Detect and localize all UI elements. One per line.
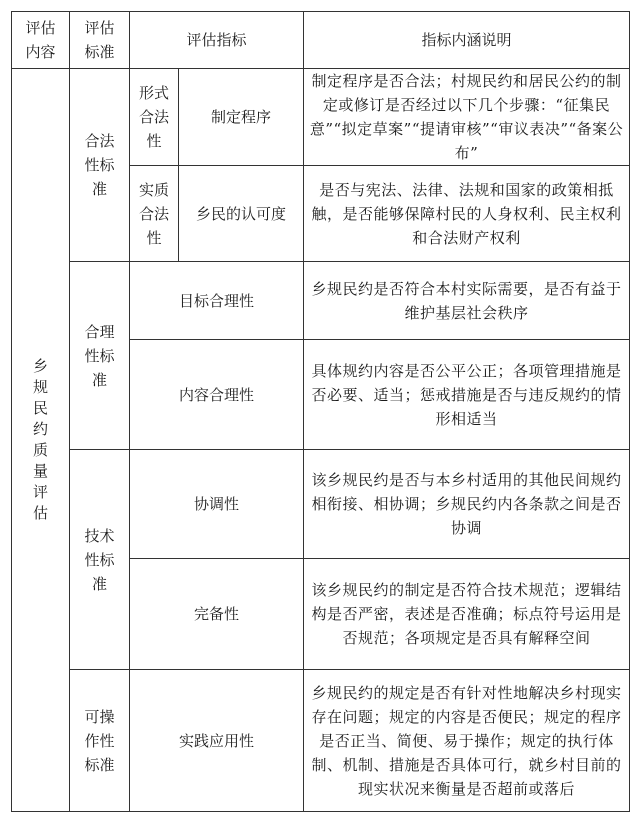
indicator-cell: 完备性 bbox=[130, 559, 304, 670]
description-cell: 制定程序是否合法；村规民约和居民公约的制定或修订是否经过以下几个步骤：“征集民意”“拟定草案”“提请审核”“审议表决”“备案公布” bbox=[304, 69, 630, 166]
header-standard: 评估标准 bbox=[70, 12, 130, 69]
content-cell: 乡规民约质量评估 bbox=[12, 69, 70, 812]
standard-cell: 技术性标准 bbox=[70, 450, 130, 670]
evaluation-table bbox=[11, 11, 630, 812]
description-cell: 该乡规民约是否与本乡村适用的其他民间规约相衔接、相协调；乡规民约内各条款之间是否协调 bbox=[304, 450, 630, 559]
description-cell: 乡规民约的规定是否有针对性地解决乡村现实存在问题；规定的内容是否便民；规定的程序是否正当、简便、易于操作；规定的执行体制、机制、措施是否具体可行，就乡村目前的现实状况来衡量是否超前或落后 bbox=[304, 670, 630, 812]
sub-indicator-cell: 形式合法性 bbox=[130, 69, 179, 166]
standard-cell: 合理性标准 bbox=[70, 262, 130, 450]
indicator-cell: 实践应用性 bbox=[130, 670, 304, 812]
table-row bbox=[12, 670, 630, 812]
indicator-cell: 内容合理性 bbox=[130, 340, 304, 450]
header-indicator: 评估指标 bbox=[130, 12, 304, 69]
table-row bbox=[12, 450, 630, 559]
table-header-row bbox=[12, 12, 630, 69]
description-cell: 该乡规民约的制定是否符合技术规范；逻辑结构是否严密，表述是否准确；标点符号运用是否规范；各项规定是否具有解释空间 bbox=[304, 559, 630, 670]
standard-cell: 合法性标准 bbox=[70, 69, 130, 262]
indicator-cell: 乡民的认可度 bbox=[179, 166, 304, 262]
sub-indicator-cell: 实质合法性 bbox=[130, 166, 179, 262]
indicator-cell: 制定程序 bbox=[179, 69, 304, 166]
description-cell: 是否与宪法、法律、法规和国家的政策相抵触，是否能够保障村民的人身权利、民主权利和合法财产权利 bbox=[304, 166, 630, 262]
description-cell: 具体规约内容是否公平公正；各项管理措施是否必要、适当；惩戒措施是否与违反规约的情形相适当 bbox=[304, 340, 630, 450]
indicator-cell: 目标合理性 bbox=[130, 262, 304, 340]
description-cell: 乡规民约是否符合本村实际需要，是否有益于维护基层社会秩序 bbox=[304, 262, 630, 340]
header-description: 指标内涵说明 bbox=[304, 12, 630, 69]
table-row bbox=[12, 69, 630, 166]
indicator-cell: 协调性 bbox=[130, 450, 304, 559]
table-row bbox=[12, 262, 630, 340]
standard-cell: 可操作性标准 bbox=[70, 670, 130, 812]
header-content: 评估内容 bbox=[12, 12, 70, 69]
